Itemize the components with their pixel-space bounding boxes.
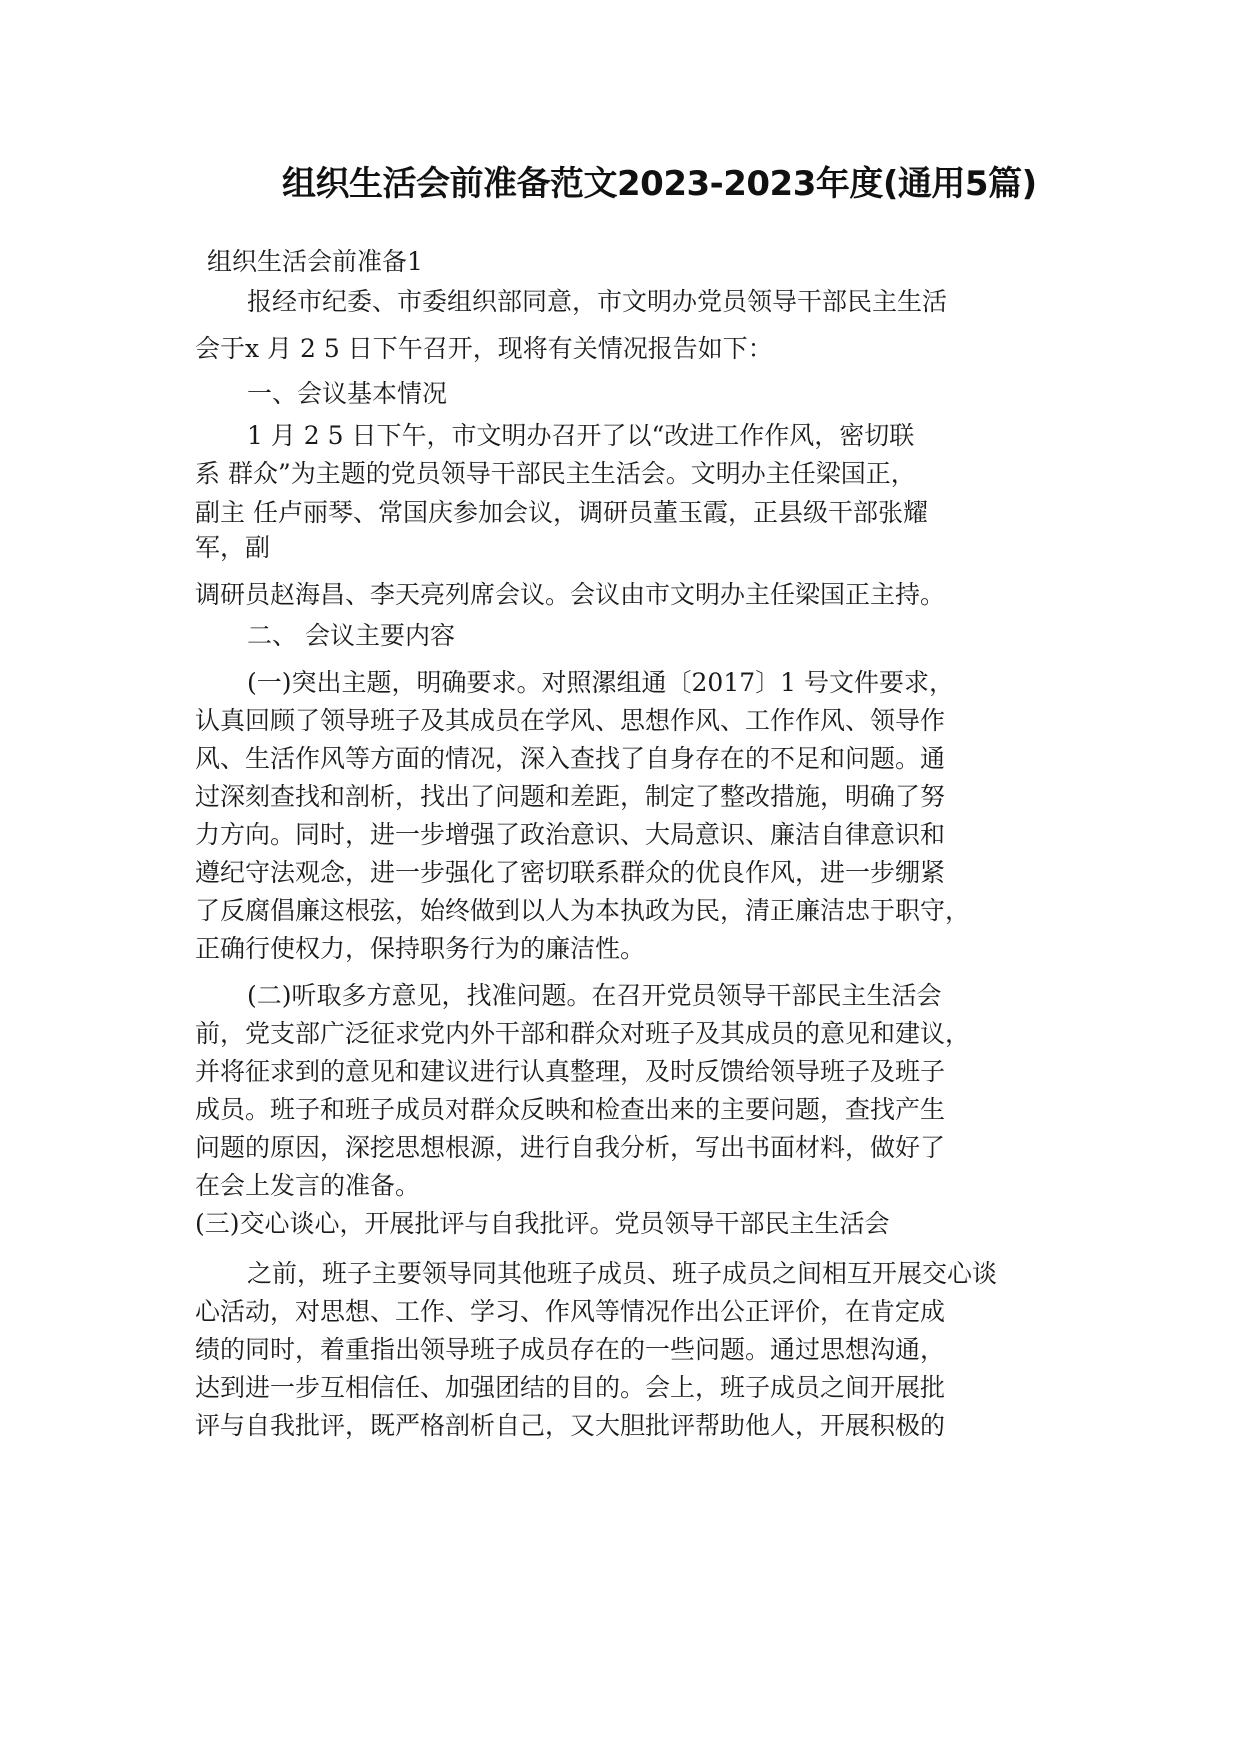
paragraph-line: (一)突出主题，明确要求。对照漯组通〔2017〕1 号文件要求， xyxy=(247,668,954,697)
paragraph-line: 遵纪守法观念，进一步强化了密切联系群众的优良作风，进一步绷紧 xyxy=(195,858,946,887)
heading-line: 一、会议基本情况 xyxy=(247,379,448,408)
paragraph-line: 在会上发言的准备。 xyxy=(195,1171,421,1200)
paragraph-line: 前，党支部广泛征求党内外干部和群众对班子及其成员的意见和建议， xyxy=(195,1019,971,1048)
paragraph-line: 1 月 2 5 日下午，市文明办召开了以“改进工作作风，密切联 xyxy=(247,421,915,450)
paragraph-line: 达到进一步互相信任、加强团结的目的。会上，班子成员之间开展批 xyxy=(195,1373,946,1402)
paragraph-line: 军，副 xyxy=(195,533,271,562)
paragraph-line: 正确行使权力，保持职务行为的廉洁性。 xyxy=(195,934,646,963)
paragraph-line: 之前，班子主要领导同其他班子成员、班子成员之间相互开展交心谈 xyxy=(247,1259,998,1288)
paragraph-line: 心活动，对思想、工作、学习、作风等情况作出公正评价，在肯定成 xyxy=(195,1297,946,1326)
document-title: 组织生活会前准备范文2023-2023年度(通用5篇) xyxy=(282,164,1037,204)
paragraph-line: 成员。班子和班子成员对群众反映和检查出来的主要问题，查找产生 xyxy=(195,1095,946,1124)
paragraph-line: 副主 任卢丽琴、常国庆参加会议，调研员董玉霞，正县级干部张耀 xyxy=(195,498,928,527)
heading-line: 二、 会议主要内容 xyxy=(247,621,455,650)
paragraph-line: 评与自我批评，既严格剖析自己，又大胆批评帮助他人，开展积极的 xyxy=(195,1411,946,1440)
paragraph-line: 认真回顾了领导班子及其成员在学风、思想作风、工作作风、领导作 xyxy=(195,706,946,735)
paragraph-line: 力方向。同时，进一步增强了政治意识、大局意识、廉洁自律意识和 xyxy=(195,820,946,849)
paragraph-line: 了反腐倡廉这根弦，始终做到以人为本执政为民，清正廉洁忠于职守， xyxy=(195,896,971,925)
paragraph-line: 风、生活作风等方面的情况，深入查找了自身存在的不足和问题。通 xyxy=(195,744,946,773)
paragraph-line: 绩的同时，着重指出领导班子成员存在的一些问题。通过思想沟通， xyxy=(195,1335,946,1364)
paragraph-line: (二)听取多方意见，找准问题。在召开党员领导干部民主生活会 xyxy=(247,981,942,1010)
paragraph-line: (三)交心谈心，开展批评与自我批评。党员领导干部民主生活会 xyxy=(195,1209,890,1238)
paragraph-line: 并将征求到的意见和建议进行认真整理，及时反馈给领导班子及班子 xyxy=(195,1057,946,1086)
paragraph-line: 问题的原因，深挖思想根源，进行自我分析，写出书面材料，做好了 xyxy=(195,1133,946,1162)
paragraph-line: 调研员赵海昌、李天亮列席会议。会议由市文明办主任梁国正主持。 xyxy=(195,580,946,609)
paragraph-line: 过深刻查找和剖析，找出了问题和差距，制定了整改措施，明确了努 xyxy=(195,782,946,811)
paragraph-line: 系 群众”为主题的党员领导干部民主生活会。文明办主任梁国正， xyxy=(195,459,916,488)
section-heading: 组织生活会前准备1 xyxy=(207,247,423,276)
paragraph-line: 会于x 月 2 5 日下午召开，现将有关情况报告如下： xyxy=(195,334,773,363)
paragraph-line: 报经市纪委、市委组织部同意，市文明办党员领导干部民主生活 xyxy=(247,287,948,316)
